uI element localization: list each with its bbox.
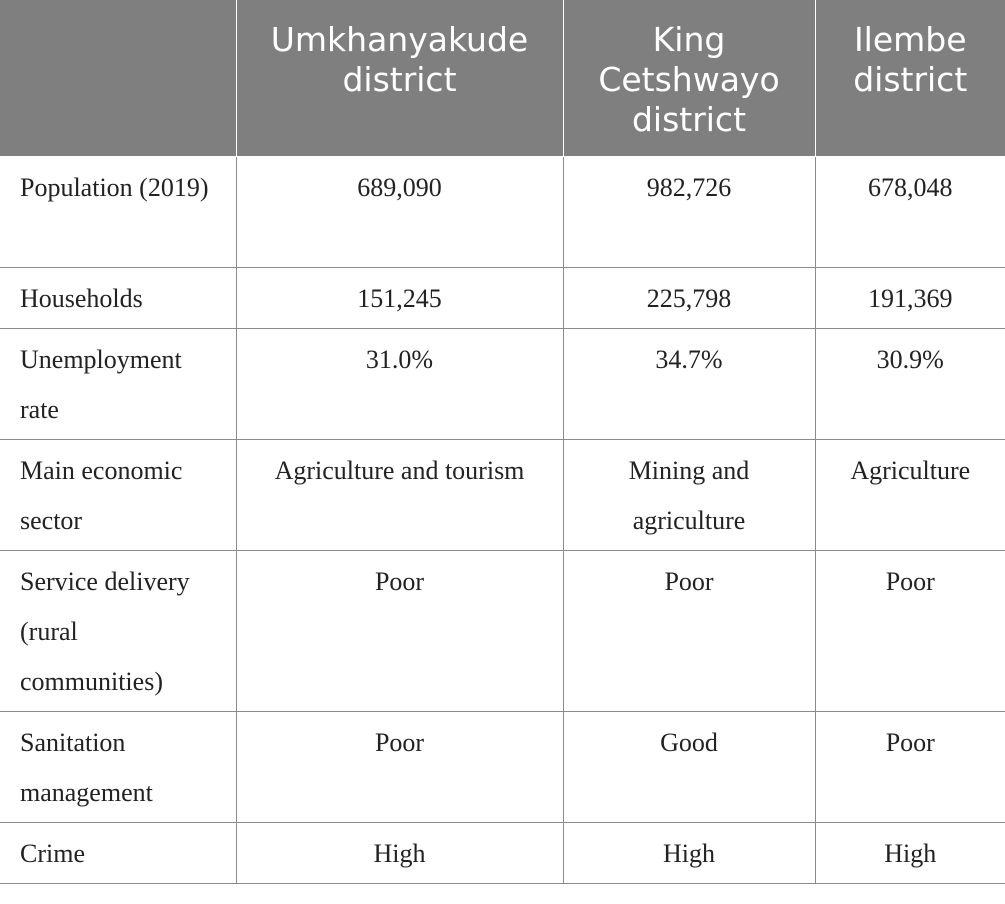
cell-value: 151,245 xyxy=(236,267,563,328)
row-label: Sanitation management xyxy=(0,711,236,822)
cell-value: Poor xyxy=(815,550,1005,711)
cell-value: 31.0% xyxy=(236,328,563,439)
cell-value: Poor xyxy=(563,550,815,711)
header-corner-cell xyxy=(0,0,236,156)
header-row xyxy=(0,0,1005,156)
row-label: Households xyxy=(0,267,236,328)
cell-value: 678,048 xyxy=(815,156,1005,267)
table-row xyxy=(0,711,1005,822)
cell-value: 689,090 xyxy=(236,156,563,267)
table-body xyxy=(0,156,1005,883)
row-label: Unemployment rate xyxy=(0,328,236,439)
row-label: Crime xyxy=(0,822,236,883)
row-label: Population (2019) xyxy=(0,156,236,267)
cell-value: Agriculture and tourism xyxy=(236,439,563,550)
row-label: Service delivery (rural communities) xyxy=(0,550,236,711)
cell-value: 982,726 xyxy=(563,156,815,267)
header-umkhanyakude: Umkhanyakude district xyxy=(236,0,563,156)
row-label: Main economic sector xyxy=(0,439,236,550)
cell-value: High xyxy=(236,822,563,883)
cell-value: Mining and agriculture xyxy=(563,439,815,550)
cell-value: Poor xyxy=(236,550,563,711)
cell-value: High xyxy=(815,822,1005,883)
cell-value: Agriculture xyxy=(815,439,1005,550)
table-row xyxy=(0,550,1005,711)
cell-value: 30.9% xyxy=(815,328,1005,439)
table-row xyxy=(0,156,1005,267)
header-ilembe: Ilembe district xyxy=(815,0,1005,156)
cell-value: Poor xyxy=(236,711,563,822)
cell-value: High xyxy=(563,822,815,883)
table-row xyxy=(0,328,1005,439)
cell-value: Poor xyxy=(815,711,1005,822)
cell-value: Good xyxy=(563,711,815,822)
cell-value: 34.7% xyxy=(563,328,815,439)
cell-value: 191,369 xyxy=(815,267,1005,328)
cell-value: 225,798 xyxy=(563,267,815,328)
table-header xyxy=(0,0,1005,156)
table-row xyxy=(0,439,1005,550)
table-row xyxy=(0,267,1005,328)
header-king-cetshwayo: King Cetshwayo district xyxy=(563,0,815,156)
table-row xyxy=(0,822,1005,883)
